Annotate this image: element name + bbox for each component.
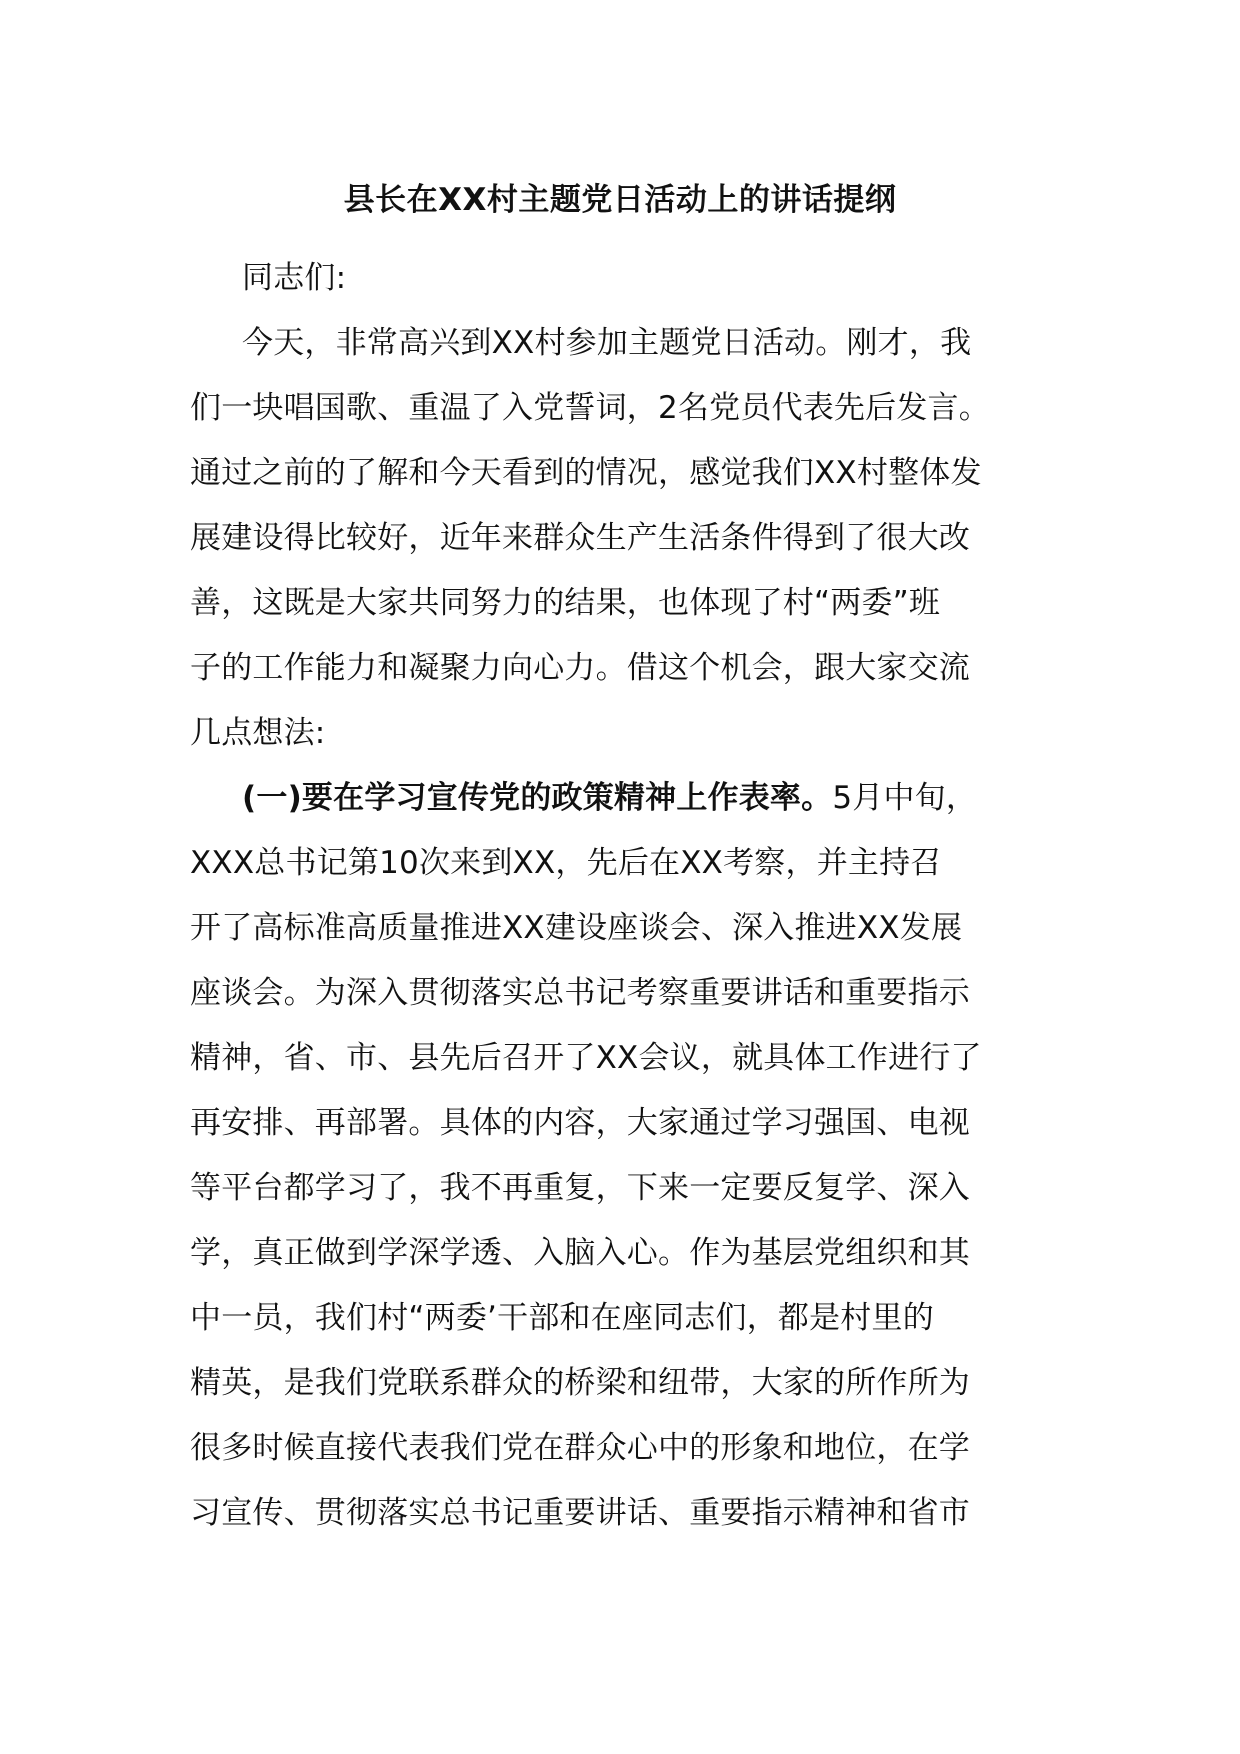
paragraph-line: 们一块唱国歌、重温了入党誓词，2名党员代表先后发言。 (190, 390, 990, 426)
salutation: 同志们: (242, 260, 347, 296)
section-first-line-rest: 5月中旬， (832, 780, 978, 816)
section-line: 等平台都学习了，我不再重复，下来一定要反复学、深入 (190, 1170, 970, 1206)
section-line: 开了高标准高质量推进XX建设座谈会、深入推进XX发展 (190, 910, 963, 946)
section-line: 习宣传、贯彻落实总书记重要讲话、重要指示精神和省市 (190, 1495, 970, 1531)
paragraph-line: 展建设得比较好，近年来群众生产生活条件得到了很大改 (190, 520, 970, 556)
paragraph-line: 今天，非常高兴到XX村参加主题党日活动。刚才，我 (242, 325, 972, 361)
section-heading: (一)要在学习宣传党的政策精神上作表率。 (242, 780, 833, 816)
document-title: 县长在XX村主题党日活动上的讲话提纲 (343, 182, 897, 218)
section-line: 学，真正做到学深学透、入脑入心。作为基层党组织和其 (190, 1235, 970, 1271)
section-line: 精英，是我们党联系群众的桥梁和纽带，大家的所作所为 (190, 1365, 970, 1401)
paragraph-line: 几点想法: (190, 715, 326, 751)
section-first-line (190, 766, 1060, 831)
paragraph-line: 善，这既是大家共同努力的结果，也体现了村“两委”班 (190, 585, 941, 621)
section-line: 再安排、再部署。具体的内容，大家通过学习强国、电视 (190, 1105, 970, 1141)
section-line: 中一员，我们村“两委’干部和在座同志们，都是村里的 (190, 1300, 934, 1336)
document-body (190, 246, 1060, 1546)
section-line: XXX总书记第10次来到XX，先后在XX考察，并主持召 (190, 845, 942, 881)
paragraph-line: 通过之前的了解和今天看到的情况，感觉我们XX村整体发 (190, 455, 982, 491)
section-line: 座谈会。为深入贯彻落实总书记考察重要讲话和重要指示 (190, 975, 970, 1011)
section-line: 精神，省、市、县先后召开了XX会议，就具体工作进行了 (190, 1040, 982, 1076)
paragraph-line: 子的工作能力和凝聚力向心力。借这个机会，跟大家交流 (190, 650, 970, 686)
section-line: 很多时候直接代表我们党在群众心中的形象和地位，在学 (190, 1430, 970, 1466)
